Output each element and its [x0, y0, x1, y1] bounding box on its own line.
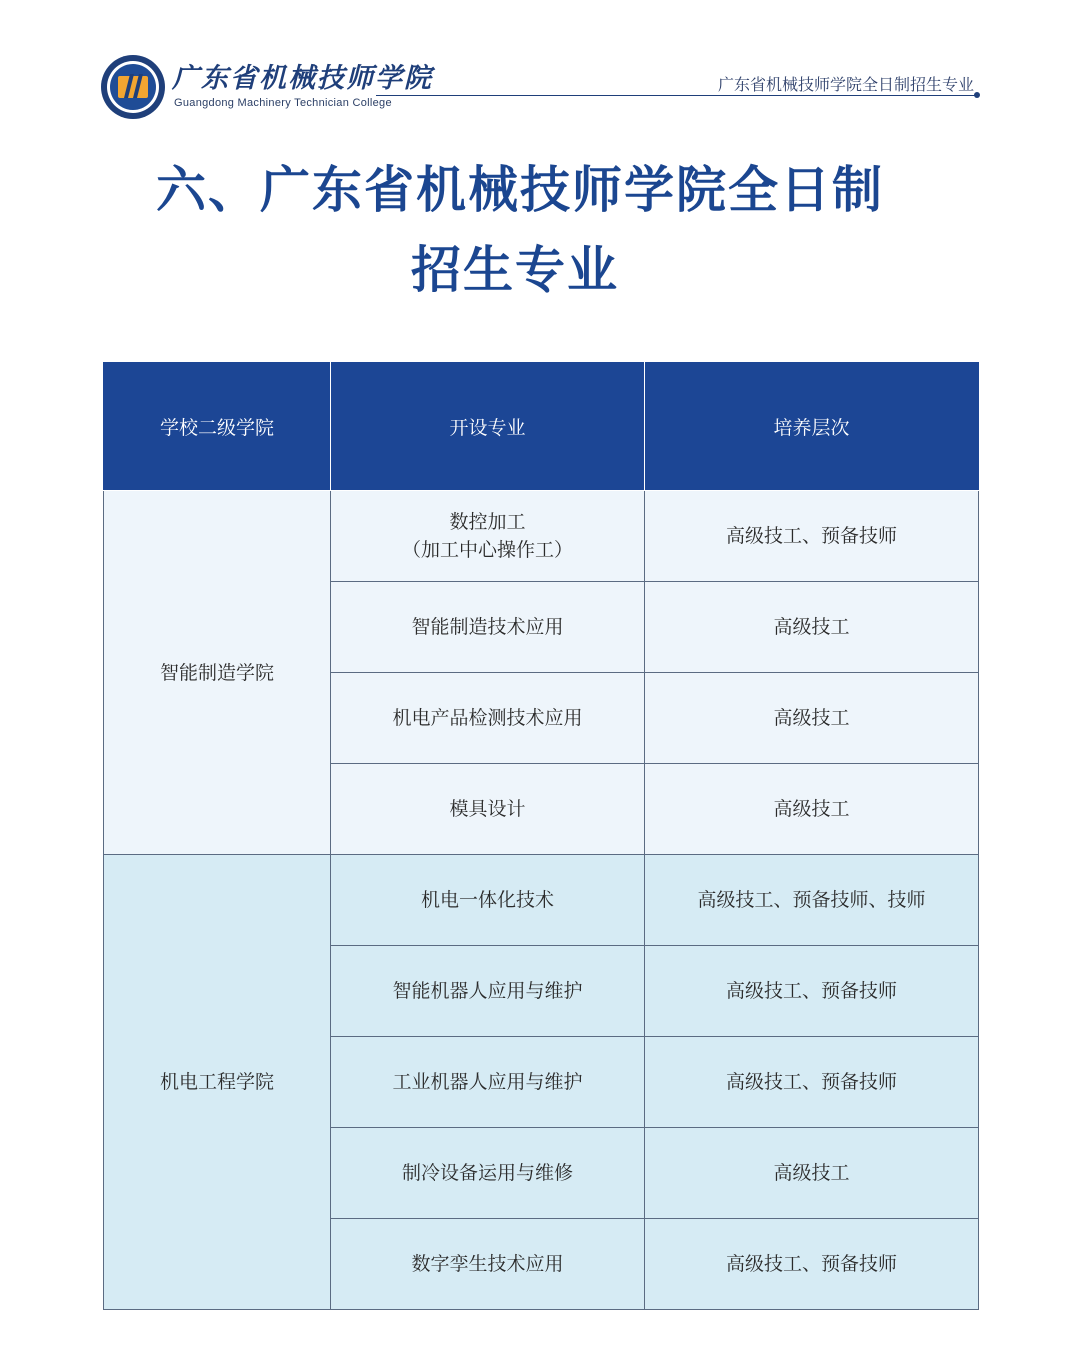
header-college: 学校二级学院 — [104, 363, 331, 491]
majors-table-container — [103, 362, 978, 1310]
table-row — [104, 855, 979, 946]
major-cell: 机电产品检测技术应用 — [331, 673, 645, 764]
level-cell: 高级技工、预备技师 — [645, 491, 979, 582]
page-header — [0, 0, 1080, 130]
college-cell: 机电工程学院 — [104, 855, 331, 1310]
level-cell: 高级技工、预备技师、技师 — [645, 855, 979, 946]
level-cell: 高级技工、预备技师 — [645, 1219, 979, 1310]
major-cell: 智能制造技术应用 — [331, 582, 645, 673]
major-cell: 工业机器人应用与维护 — [331, 1037, 645, 1128]
header-caption: 广东省机械技师学院全日制招生专业 — [717, 75, 974, 94]
college-emblem-icon — [100, 54, 166, 120]
level-cell: 高级技工、预备技师 — [645, 1037, 979, 1128]
major-cell: 智能机器人应用与维护 — [331, 946, 645, 1037]
level-cell: 高级技工 — [645, 1128, 979, 1219]
major-cell: 机电一体化技术 — [331, 855, 645, 946]
major-cell: 制冷设备运用与维修 — [331, 1128, 645, 1219]
header-divider-dot — [974, 92, 980, 98]
majors-table — [103, 362, 979, 1310]
college-name-en: Guangdong Machinery Technician College — [174, 97, 392, 109]
college-name-cn: 广东省机械技师学院 — [172, 63, 433, 94]
header-level: 培养层次 — [645, 363, 979, 491]
level-cell: 高级技工 — [645, 673, 979, 764]
page-title — [0, 150, 1080, 310]
major-name: 数控加工 — [449, 511, 526, 533]
level-cell: 高级技工 — [645, 764, 979, 855]
level-cell: 高级技工、预备技师 — [645, 946, 979, 1037]
page-title-line2: 招生专业 — [411, 241, 619, 299]
header-divider — [376, 95, 976, 96]
major-cell: 模具设计 — [331, 764, 645, 855]
header-major: 开设专业 — [331, 363, 645, 491]
major-cell — [331, 491, 645, 582]
college-cell: 智能制造学院 — [104, 491, 331, 855]
table-header-row — [104, 363, 979, 491]
major-name-detail: （加工中心操作工） — [401, 539, 573, 561]
table-row — [104, 491, 979, 582]
page-title-line1: 六、广东省机械技师学院全日制 — [156, 161, 884, 219]
level-cell: 高级技工 — [645, 582, 979, 673]
major-cell: 数字孪生技术应用 — [331, 1219, 645, 1310]
